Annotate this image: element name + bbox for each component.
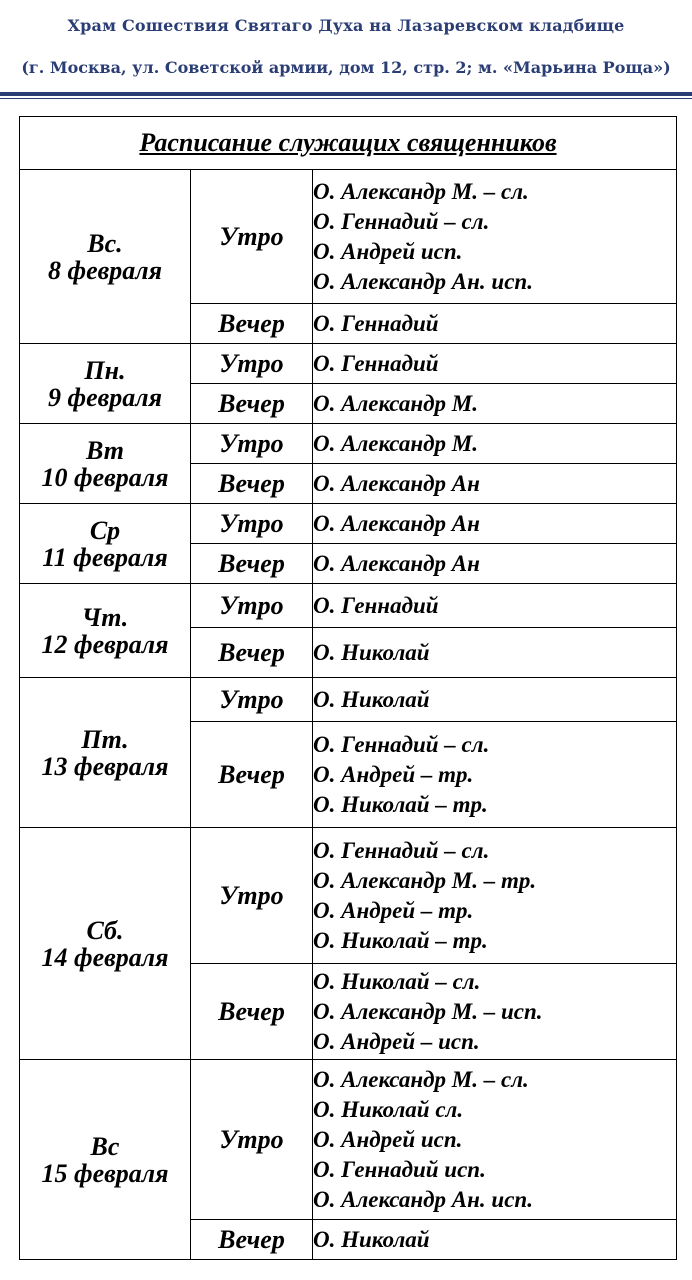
day-weekday: Пн.	[84, 355, 126, 385]
schedule-title: Расписание служащих священников	[139, 128, 557, 157]
morning-priests	[313, 678, 677, 722]
day-cell	[20, 170, 191, 344]
priest-name: О. Александр Ан. исп.	[313, 268, 533, 294]
day-date: 9 февраля	[47, 382, 162, 412]
evening-priests	[313, 544, 677, 584]
day-morning-row	[20, 504, 677, 544]
morning-label: Утро	[191, 344, 313, 384]
priest-name: О. Андрей исп.	[313, 238, 463, 264]
priest-name: О. Геннадий – сл.	[313, 837, 490, 863]
priest-name: О. Николай	[313, 639, 430, 665]
evening-label: Вечер	[191, 722, 313, 828]
priest-name: О. Александр Ан. исп.	[313, 1186, 533, 1212]
evening-priests	[313, 464, 677, 504]
day-weekday: Вт	[86, 435, 124, 465]
morning-priests	[313, 1060, 677, 1220]
day-morning-row	[20, 424, 677, 464]
day-cell	[20, 584, 191, 678]
day-morning-row	[20, 828, 677, 964]
day-date: 10 февраля	[41, 462, 169, 492]
day-weekday: Вс.	[87, 228, 123, 258]
priest-name: О. Геннадий	[313, 310, 439, 336]
day-morning-row	[20, 170, 677, 304]
day-date: 11 февраля	[42, 542, 168, 572]
priest-name: О. Николай – тр.	[313, 927, 488, 953]
priest-name: О. Андрей исп.	[313, 1126, 463, 1152]
day-weekday: Чт.	[81, 602, 129, 632]
priest-name: О. Александр Ан	[313, 550, 480, 576]
morning-label: Утро	[191, 424, 313, 464]
evening-label: Вечер	[191, 964, 313, 1060]
evening-priests	[313, 304, 677, 344]
morning-label: Утро	[191, 584, 313, 628]
header-rule-thick	[0, 92, 692, 96]
morning-priests	[313, 828, 677, 964]
priest-name: О. Александр М.	[313, 390, 478, 416]
day-weekday: Ср	[89, 515, 121, 545]
priest-name: О. Александр М. – тр.	[313, 867, 537, 893]
priest-name: О. Андрей – тр.	[313, 897, 474, 923]
church-name: Храм Сошествия Святаго Духа на Лазаревском кладбище	[67, 16, 625, 35]
evening-priests	[313, 628, 677, 678]
day-weekday: Вс	[90, 1131, 120, 1161]
evening-label: Вечер	[191, 1220, 313, 1260]
priest-name: О. Геннадий	[313, 350, 439, 376]
morning-label: Утро	[191, 504, 313, 544]
morning-label: Утро	[191, 828, 313, 964]
schedule-table	[19, 116, 677, 1260]
day-cell	[20, 344, 191, 424]
day-morning-row	[20, 344, 677, 384]
morning-priests	[313, 424, 677, 464]
morning-priests	[313, 504, 677, 544]
day-cell	[20, 828, 191, 1060]
evening-label: Вечер	[191, 304, 313, 344]
priest-name: О. Александр Ан	[313, 470, 480, 496]
morning-label: Утро	[191, 1060, 313, 1220]
morning-label: Утро	[191, 170, 313, 304]
evening-priests	[313, 384, 677, 424]
day-morning-row	[20, 678, 677, 722]
priest-name: О. Александр Ан	[313, 510, 480, 536]
day-cell	[20, 1060, 191, 1260]
evening-label: Вечер	[191, 384, 313, 424]
page-header	[0, 0, 692, 98]
day-morning-row	[20, 584, 677, 628]
title-row	[20, 117, 677, 170]
header-rule-thin	[0, 98, 692, 99]
priest-name: О. Николай	[313, 686, 430, 712]
day-morning-row	[20, 1060, 677, 1220]
priest-name: О. Александр М. – сл.	[313, 178, 529, 204]
priest-name: О. Андрей – исп.	[313, 1028, 480, 1054]
morning-label: Утро	[191, 678, 313, 722]
day-date: 12 февраля	[41, 629, 169, 659]
evening-label: Вечер	[191, 544, 313, 584]
day-weekday: Сб.	[86, 915, 124, 945]
evening-priests	[313, 964, 677, 1060]
schedule-title-cell	[20, 117, 677, 170]
priest-name: О. Геннадий исп.	[313, 1156, 486, 1182]
day-date: 15 февраля	[41, 1158, 169, 1188]
priest-name: О. Александр М. – сл.	[313, 1066, 529, 1092]
evening-priests	[313, 1220, 677, 1260]
day-cell	[20, 504, 191, 584]
evening-priests	[313, 722, 677, 828]
evening-label: Вечер	[191, 628, 313, 678]
priest-name: О. Геннадий – сл.	[313, 208, 490, 234]
priest-name: О. Александр М. – исп.	[313, 998, 543, 1024]
priest-name: О. Геннадий	[313, 592, 439, 618]
priest-name: О. Александр М.	[313, 430, 478, 456]
day-cell	[20, 424, 191, 504]
day-cell	[20, 678, 191, 828]
priest-name: О. Николай	[313, 1226, 430, 1252]
priest-name: О. Геннадий – сл.	[313, 731, 490, 757]
priest-name: О. Николай – сл.	[313, 968, 481, 994]
morning-priests	[313, 170, 677, 304]
priest-name: О. Николай – тр.	[313, 791, 488, 817]
church-address: (г. Москва, ул. Советской армии, дом 12, стр. 2; м. «Марьина Роща»)	[21, 58, 671, 77]
priest-name: О. Николай сл.	[313, 1096, 464, 1122]
day-date: 13 февраля	[41, 751, 169, 781]
day-date: 14 февраля	[41, 942, 169, 972]
day-date: 8 февраля	[47, 255, 162, 285]
evening-label: Вечер	[191, 464, 313, 504]
priest-name: О. Андрей – тр.	[313, 761, 474, 787]
morning-priests	[313, 344, 677, 384]
morning-priests	[313, 584, 677, 628]
day-weekday: Пт.	[81, 724, 129, 754]
